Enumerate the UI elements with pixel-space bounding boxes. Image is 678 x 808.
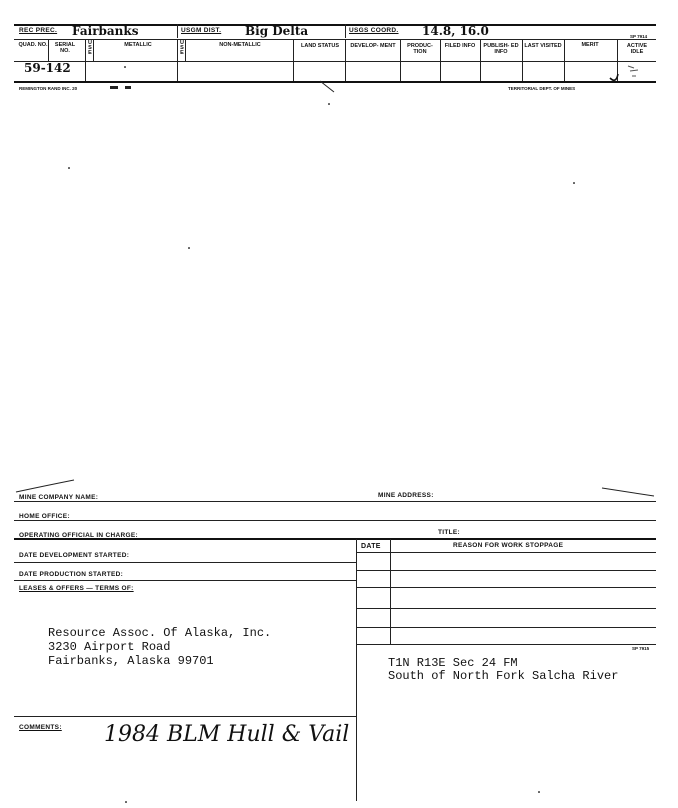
usgm-dist-label: USGM DIST.: [181, 27, 222, 34]
active-idle-header: ACTIVE IDLE: [626, 43, 648, 55]
usgs-coord-value: 14.8, 16.0: [422, 24, 489, 38]
owner-line-3: Fairbanks, Alaska 99701: [48, 654, 214, 668]
land-status-header: LAND STATUS: [301, 43, 339, 49]
use-letters-nonmetallic: U S E: [180, 40, 184, 56]
metallic-header: METALLIC: [124, 42, 152, 48]
territorial-label: TERRITORIAL DEPT. OF MINES: [508, 86, 576, 91]
location-line-2: South of North Fork Salcha River: [388, 669, 619, 683]
date-production-started-label: DATE PRODUCTION STARTED:: [19, 571, 124, 578]
merit-header: MERIT: [581, 42, 599, 48]
handwritten-comment: 1984 BLM Hull & Vail: [104, 722, 350, 747]
location-line-1: T1N R13E Sec 24 FM: [388, 656, 518, 670]
date-development-started-label: DATE DEVELOPMENT STARTED:: [19, 552, 130, 559]
rec-prec-value: Fairbanks: [72, 24, 139, 38]
reason-column-header: REASON FOR WORK STOPPAGE: [453, 542, 564, 549]
home-office-label: HOME OFFICE:: [19, 513, 70, 520]
operating-official-label: OPERATING OFFICIAL IN CHARGE:: [19, 532, 138, 539]
leases-offers-label: LEASES & OFFERS — TERMS OF:: [19, 585, 134, 592]
owner-line-1: Resource Assoc. Of Alaska, Inc.: [48, 626, 272, 640]
title-label: TITLE:: [438, 529, 461, 536]
serial-no-header: SERIAL NO.: [54, 42, 76, 54]
last-visited-header: LAST VISITED: [524, 43, 562, 49]
rec-prec-label: REC PREC.: [19, 27, 58, 34]
owner-line-2: 3230 Airport Road: [48, 640, 171, 654]
filed-info-header: FILED INFO: [444, 43, 476, 49]
usgm-dist-value: Big Delta: [245, 24, 309, 38]
usgs-coord-label: USGS COORD.: [349, 27, 399, 34]
non-metallic-header: NON-METALLIC: [219, 42, 261, 48]
printer-label: REMINGTON RAND INC. 20: [19, 86, 78, 91]
mine-company-name-label: MINE COMPANY NAME:: [19, 494, 99, 501]
use-letters-metallic: U S E: [88, 40, 92, 56]
production-header: PRODUC- TION: [407, 43, 433, 55]
quad-no-header: QUAD. NO.: [18, 42, 48, 48]
date-column-header: DATE: [361, 543, 381, 550]
published-info-header: PUBLISH- ED INFO: [483, 43, 519, 55]
form-code-bottom: SP 7915: [632, 646, 650, 651]
comments-label: COMMENTS:: [19, 724, 62, 731]
development-header: DEVELOP- MENT: [350, 43, 396, 49]
mine-address-label: MINE ADDRESS:: [378, 492, 434, 499]
form-code-top: SP 7914: [630, 34, 648, 39]
serial-value: 59-142: [24, 61, 71, 75]
